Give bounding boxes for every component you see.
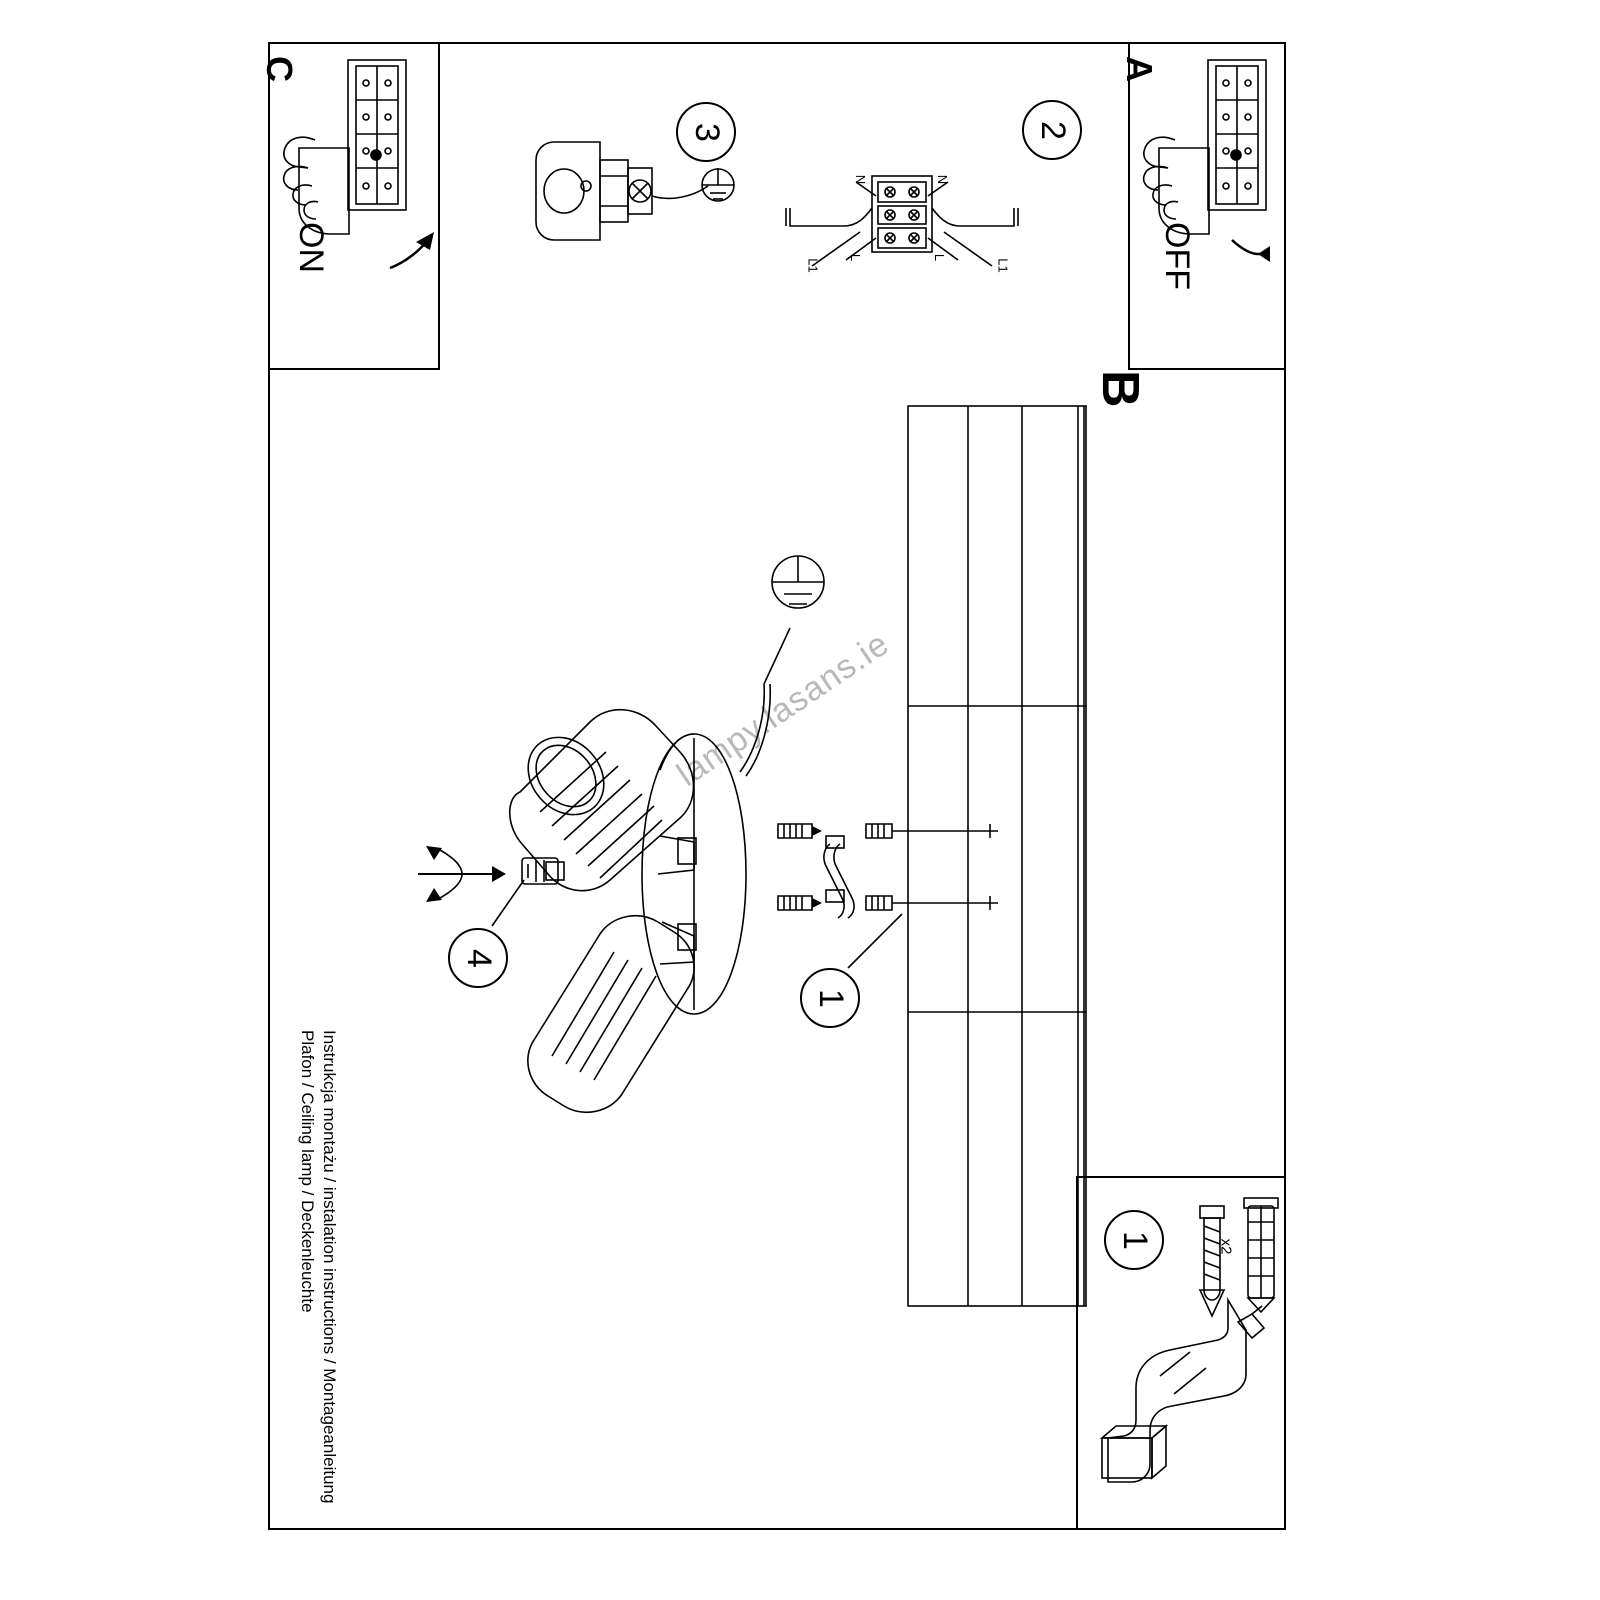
step-number-1-parts: 1	[1104, 1210, 1164, 1270]
panel-b-letter: B	[1091, 370, 1149, 408]
step-number-4: 4	[448, 928, 508, 988]
terminal-label-L-top: L	[848, 253, 864, 262]
step-number-1: 1	[800, 968, 860, 1028]
step-number-2: 2	[1022, 100, 1082, 160]
panel-a-frame	[1128, 42, 1286, 370]
sheet-title	[296, 1030, 340, 1503]
terminal-label-N-top: N	[853, 174, 869, 185]
terminal-label-L1-right: L1	[995, 258, 1011, 273]
terminal-label-N-bottom: N	[935, 174, 951, 185]
switch-off-label: OFF	[1158, 222, 1196, 290]
sheet-title-line-2: Plafon / Ceiling lamp / Deckenleuchte	[298, 1030, 317, 1313]
screw-quantity-label: x2	[1217, 1238, 1235, 1255]
sheet-title-line-1: Instrukcja montażu / instalation instructions / Montageanleitung	[320, 1030, 339, 1504]
panel-c-letter: C	[259, 56, 300, 82]
panel-a-letter: A	[1119, 56, 1160, 82]
watermark-text: lampy.lasans.ie	[670, 624, 897, 794]
terminal-label-L-bottom: L	[932, 253, 948, 262]
switch-on-label: ON	[292, 222, 330, 273]
step-number-3: 3	[676, 102, 736, 162]
panel-c-frame	[268, 42, 440, 370]
terminal-label-L1-left: L1	[805, 258, 821, 273]
